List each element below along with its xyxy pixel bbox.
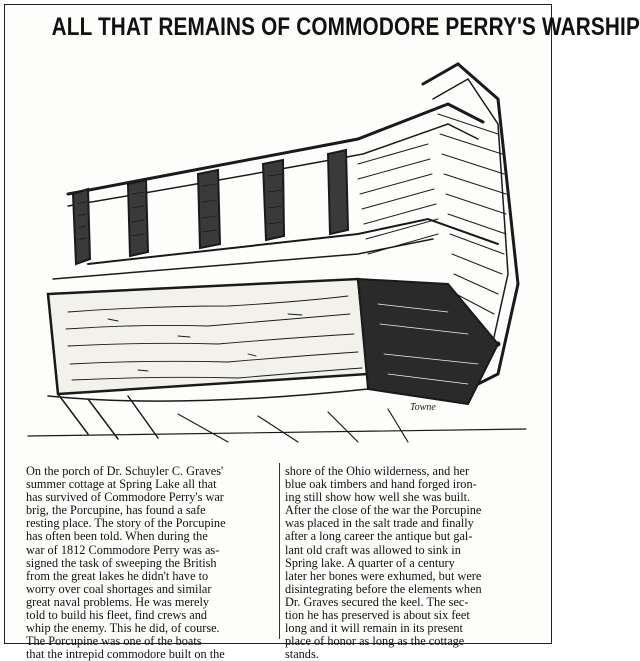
article-line: from the great lakes he didn't have to (26, 568, 209, 583)
article-line: whip the enemy. This he did, of course. (26, 621, 220, 636)
article-line: resting place. The story of the Porcupine (26, 516, 226, 531)
article-line: great naval problems. He was merely (26, 594, 210, 609)
article-line: place of honor as long as the cottage (285, 634, 465, 649)
article-line: has survived of Commodore Perry's war (26, 490, 224, 505)
article-line: brig, the Porcupine, has found a safe (26, 503, 206, 518)
column-divider (279, 463, 280, 639)
article-line: long and it will remain in its present (285, 621, 463, 636)
article-line: After the close of the war the Porcupine (285, 503, 482, 518)
article-column-right (285, 465, 547, 661)
artist-signature: Towne (410, 402, 436, 413)
warship-keel-illustration (28, 44, 526, 442)
article-line: shore of the Ohio wilderness, and her (285, 464, 470, 478)
article-line: war of 1812 Commodore Perry was as- (26, 542, 220, 557)
article-line: has often been told. When during the (26, 529, 208, 544)
article-line: blue oak timbers and hand forged iron- (285, 477, 477, 492)
article-line: after a long career the antique but gal- (285, 529, 473, 544)
article-line: The Porcupine was one of the boats (26, 634, 202, 649)
article-line: stands. (285, 647, 319, 661)
article-line: On the porch of Dr. Schuyler C. Graves' (26, 464, 224, 478)
article-line: Spring lake. A quarter of a century (285, 555, 455, 570)
article-line: lant old craft was allowed to sink in (285, 542, 461, 557)
article-line: was placed in the salt trade and finally (285, 516, 474, 531)
article-line: Dr. Graves secured the keel. The sec- (285, 594, 469, 609)
article-line: worry over coal shortages and similar (26, 581, 212, 596)
article-column-left (26, 465, 284, 661)
article-line: signed the task of sweeping the British (26, 555, 217, 570)
article-line: ing still show how well she was built. (285, 490, 471, 505)
article-line: summer cottage at Spring Lake all that (26, 477, 217, 492)
headline: ALL THAT REMAINS OF COMMODORE PERRY'S WARSHIP (51, 13, 640, 41)
article-line: that the intrepid commodore built on the (26, 647, 225, 661)
article-line: tion he has preserved is about six feet (285, 608, 470, 623)
article-line: later her bones were exhumed, but were (285, 568, 482, 583)
article-line: told to build his fleet, find crews and (26, 608, 208, 623)
article-line: disintegrating before the elements when (285, 581, 482, 596)
